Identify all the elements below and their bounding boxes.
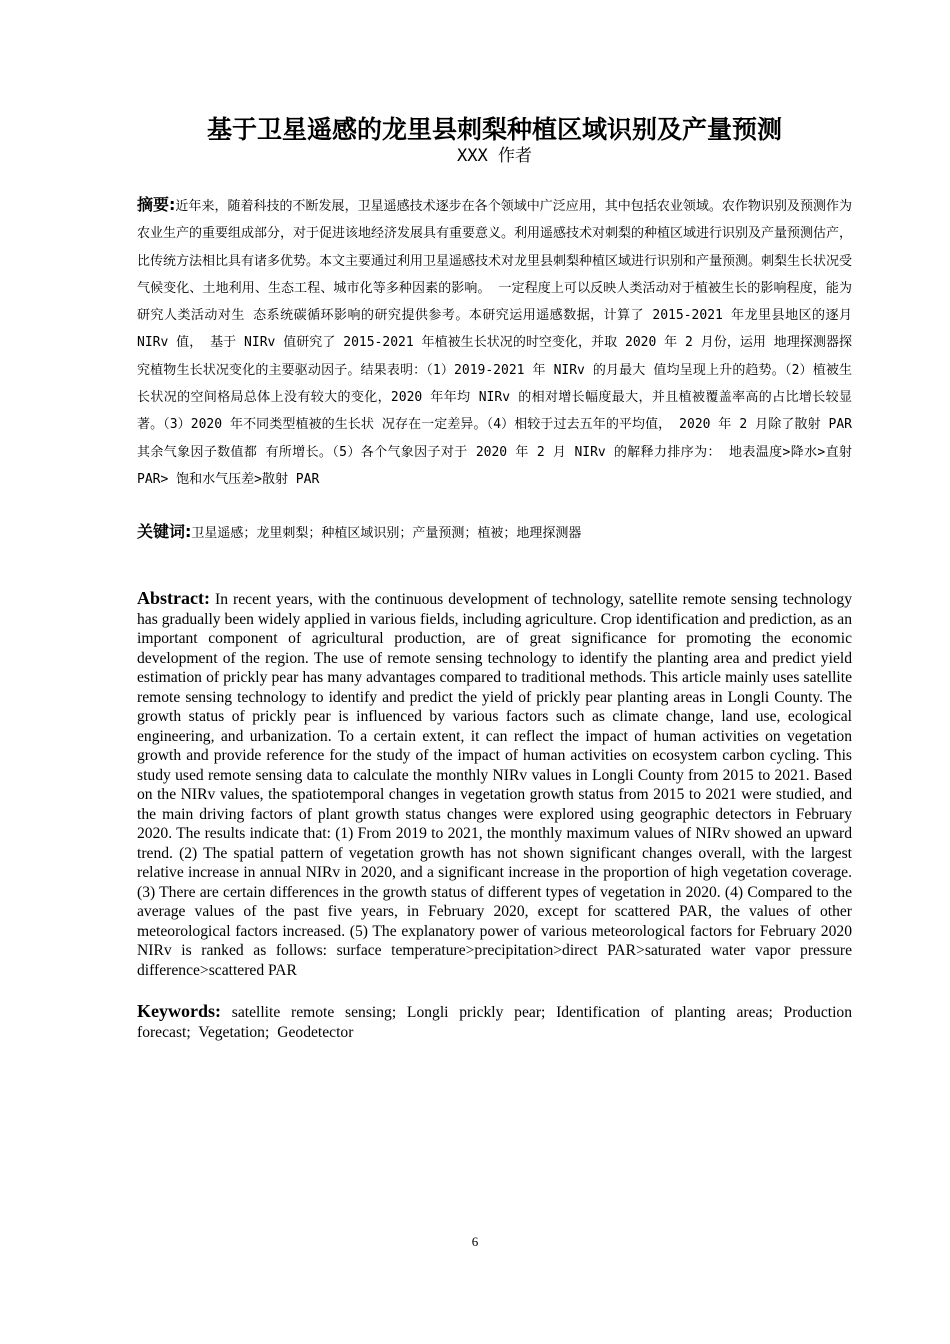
english-abstract-label: Abstract: <box>137 588 210 609</box>
chinese-abstract-text: 近年来，随着科技的不断发展，卫星遥感技术逐步在各个领域中广泛应用，其中包括农业领域。农作物识别及预测作为农业生产的重要组成部分，对于促进该地经济发展具有重要意义。利用遥感技术对刺梨的种植区域进行识别及产量预测估产，比传统方法相比具有诸多优势。本文主要通过利用卫星遥感技术对龙里县刺梨种植区域进行识别和产量预测。刺梨生长状况受气候变化、土地利用、生态工程、城市化等多种因素的影响。 一定程度上可以反映人类活动对于植被生长的影响程度，能为研究人类活动对生 态系统碳循环影响的研究提供参考。本研究运用遥感数据，计算了 2015-2021 年龙里县地区的逐月 NIRv 值， 基于 NIRv 值研究了 2015-2021 年植被生长状况的时空变化，并取 2020 年 2 月份，运用 地理探测器探究植物生长状况变化的主要驱动因子。结果表明：（1）2019-2021 年 NIRv 的月最大 值均呈现上升的趋势。（2）植被生长状况的空间格局总体上没有较大的变化，2020 年年均 NIRv 的相对增长幅度最大，并且植被覆盖率高的占比增长较显著。（3）2020 年不同类型植被的生长状 况存在一定差异。（4）相较于过去五年的平均值， 2020 年 2 月除了散射 PAR 其余气象因子数值都 有所增长。（5）各个气象因子对于 2020 年 2 月 NIRv 的解释力排序为： 地表温度>降水>直射 PAR> 饱和水气压差>散射 PAR <box>137 199 853 487</box>
english-abstract <box>137 589 852 980</box>
page-number: 6 <box>471 1234 479 1249</box>
chinese-keywords <box>137 520 852 546</box>
document-page <box>137 110 852 1042</box>
chinese-abstract-label: 摘要: <box>137 195 176 214</box>
chinese-keywords-label: 关键词: <box>137 522 192 542</box>
paper-title: 基于卫星遥感的龙里县刺梨种植区域识别及产量预测 <box>206 115 782 144</box>
english-keywords <box>137 1002 852 1042</box>
english-abstract-text: In recent years, with the continuous development of technology, satellite remote sensing technology has gradually been widely applied in various fields, including agriculture. Crop identification and prediction, as an important component of agricultural production, are of great significance for promoting the economic development of the region. The use of remote sensing technology to identify the planting area and predict yield estimation of prickly pear has many advantages compared to traditional methods. This article mainly uses satellite remote sensing technology to identify and predict the yield of prickly pear planting areas in Longli County. The growth status of prickly pear is influenced by various factors such as climate change, land use, ecological engineering, and urbanization. To a certain extent, it can reflect the impact of human activities on vegetation growth and provide reference for the study of the impact of human activities on ecosystem carbon cycling. This study used remote sensing data to calculate the monthly NIRv values in Longli County from 2015 to 2021. Based on the NIRv values, the spatiotemporal changes in vegetation growth status from 2015 to 2021 were studied, and the main driving factors of plant growth status changes were explored using geographic detectors in February 2020. The results indicate that: (1) From 2019 to 2021, the monthly maximum values of NIRv showed an upward trend. (2) The spatial pattern of vegetation growth has not shown significant changes overall, with the largest relative increase in annual NIRv in 2020, and a significant increase in the proportion of high vegetation coverage. (3) There are certain differences in the growth status of different types of vegetation in 2020. (4) Compared to the average values of the past five years, in February 2020, except for scattered PAR, the values of other meteorological factors increased. (5) The explanatory power of various meteorological factors for February 2020 NIRv is ranked as follows: surface temperature>precipitation>direct PAR>saturated water vapor pressure difference>scattered PAR <box>137 591 852 979</box>
english-keywords-text: satellite remote sensing; Longli prickly pear; Identification of planting areas; Production forecast; Vegetation; Geodetector <box>137 1004 852 1041</box>
english-keywords-label: Keywords: <box>137 1001 221 1022</box>
author-line: XXX 作者 <box>457 146 532 166</box>
chinese-abstract <box>137 191 852 493</box>
chinese-keywords-text: 卫星遥感；龙里刺梨；种植区域识别；产量预测；植被；地理探测器 <box>191 526 582 542</box>
